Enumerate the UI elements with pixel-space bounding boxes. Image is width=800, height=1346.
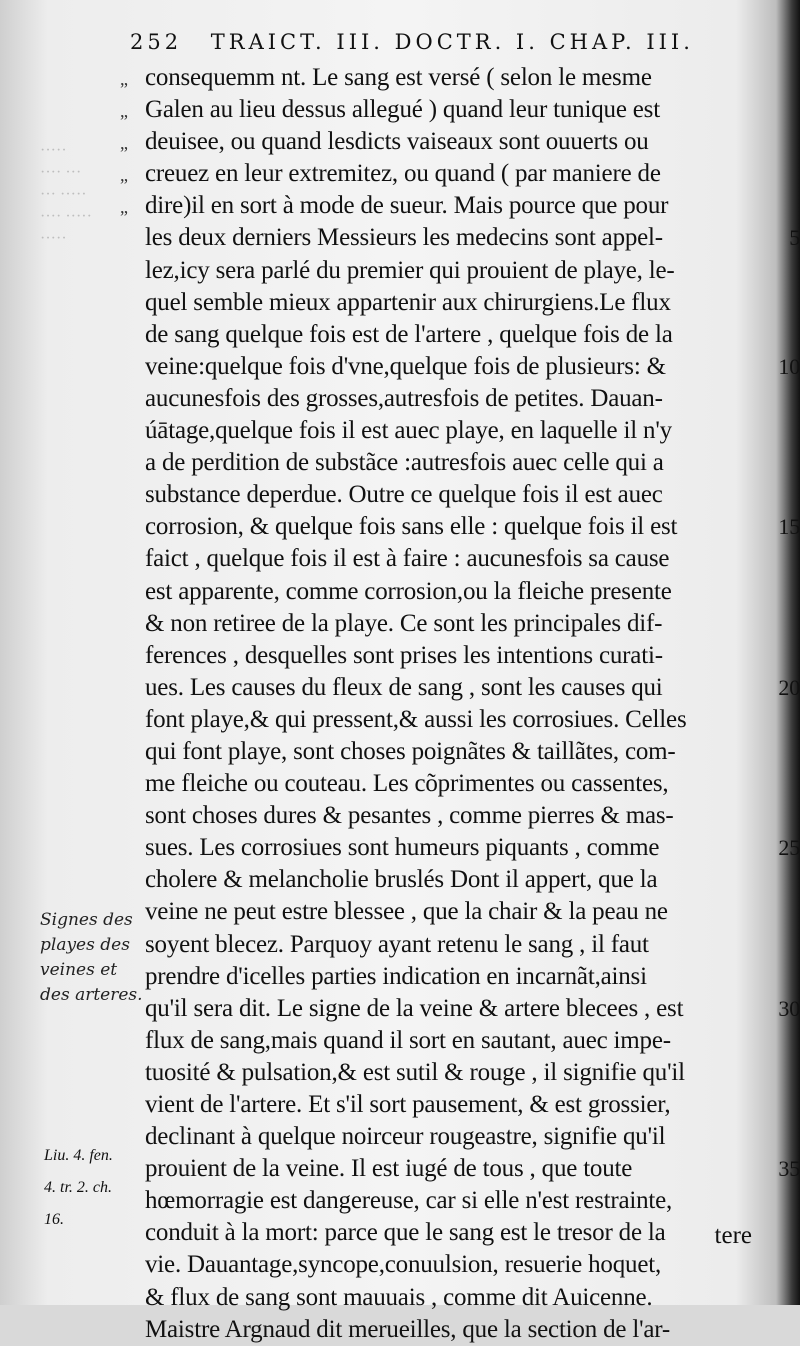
text-line [120,961,750,993]
text-line [120,1089,750,1121]
quote-mark: „ [120,197,128,218]
handwritten-margin-note [40,908,143,1008]
page-number: 252 [130,30,183,54]
text-line [120,800,750,832]
note-line: Signes des [40,910,133,930]
text-line [120,1217,750,1249]
citation-line: Liu. 4. fen. [44,1147,113,1164]
text-line [120,672,800,704]
line-text: les deux derniers Messieurs les medecins sont appel- [145,224,663,252]
text-line [120,1153,800,1185]
running-title: TRAICT. III. DOCTR. I. CHAP. III. [210,30,694,54]
quote-mark: „ [120,69,128,89]
bleed-through-text: ····· ···· ··· ··· ····· ···· ····· ····· [40,142,92,247]
text-line [120,222,800,254]
text-line [120,319,750,351]
line-text: prendre d'icelles parties indication en incarnãt,ainsi [145,962,647,990]
text-line [120,993,800,1025]
catchword: tere [714,1222,752,1249]
line-number: 25 [778,835,800,861]
text-line [120,576,750,608]
text-line [120,1025,750,1057]
line-text: creuez en leur extremitez, ou quand ( par maniere de [145,160,661,188]
text-line [120,736,750,768]
line-text: substance deperdue. Outre ce quelque fois il est auec [145,481,663,509]
note-line: veines et [40,960,118,980]
line-number: 35 [778,1156,800,1182]
text-line [120,126,750,158]
line-text: dire)il en sort à mode de sueur. Mais pource que pour [145,192,669,220]
text-line [120,768,750,800]
text-line [120,543,750,575]
line-text: conduit à la mort: parce que le sang est le tresor de la [145,1219,666,1247]
text-line [120,415,750,447]
text-line [120,1185,750,1217]
line-number: 15 [778,514,800,540]
line-text: declinant à quelque noirceur rougeastre, signifie qu'il [145,1123,666,1151]
line-text: lez,icy sera parlé du premier qui prouient de playe, le- [145,256,675,284]
text-line [120,704,750,736]
line-text: de sang quelque fois est de l'artere , quelque fois de la [145,320,673,348]
text-line [120,1121,750,1153]
text-line [120,1282,750,1314]
quote-mark: „ [120,101,128,122]
line-text: deuisee, ou quand lesdicts vaiseaux sont ouuerts ou [145,128,649,156]
note-line: playes des [40,935,130,955]
text-line [120,158,750,190]
text-line [120,832,800,864]
line-text: font playe,& qui pressent,& aussi les corrosiues. Celles [145,705,687,733]
line-text: Maistre Argnaud dit merueilles, que la section de l'ar- [145,1315,671,1343]
line-text: a de perdition de substãce :autresfois auec celle qui a [145,449,664,477]
line-text: consequemm nt. Le sang est versé ( selon le mesme [145,64,652,91]
line-text: prouient de la veine. Il est iugé de tous , que toute [145,1155,633,1183]
line-text: quel semble mieux appartenir aux chirurgiens.Le flux [145,288,671,316]
line-text: flux de sang,mais quand il sort en sautant, auec impe- [145,1026,671,1054]
line-number: 30 [778,995,800,1021]
line-text: sont choses dures & pesantes , comme pierres & mas- [145,802,674,830]
line-text: & flux de sang sont mauuais , comme dit Auicenne. [145,1283,653,1311]
line-text: hœmorragie est dangereuse, car si elle n'est restrainte, [145,1187,673,1215]
line-text: sues. Les corrosiues sont humeurs piquants , comme [145,834,660,862]
text-line [120,640,750,672]
line-text: est apparente, comme corrosion,ou la fleiche presente [145,577,672,605]
text-line [120,190,750,222]
line-text: Galen au lieu dessus allegué ) quand leur tunique est [145,96,660,124]
line-text: qui font playe, sont choses poignãtes & taillãtes, com- [145,737,676,765]
margin-citation [44,1140,113,1236]
note-line: des arteres. [40,985,143,1005]
line-text: soyent blecez. Parquoy ayant retenu le sang , il faut [145,930,649,958]
text-line [120,864,750,896]
line-text: faict , quelque fois il est à faire : aucunesfois sa cause [145,545,670,573]
line-text: qu'il sera dit. Le signe de la veine & artere blecees , est [145,994,684,1022]
line-text: ferences , desquelles sont prises les intentions curati- [145,641,663,669]
line-text: vient de l'artere. Et s'il sort pausement, & est grossier, [145,1091,671,1118]
citation-line: 4. tr. 2. ch. [44,1179,112,1196]
text-line [120,479,750,511]
text-line [120,447,750,479]
line-text: cholere & melancholie bruslés Dont il appert, que la [145,866,658,894]
text-line [120,255,750,287]
line-text: & non retiree de la playe. Ce sont les principales dif- [145,609,663,637]
citation-line: 16. [44,1211,64,1228]
line-text: ues. Les causes du fleux de sang , sont les causes qui [145,673,663,701]
text-line [120,608,750,640]
quote-mark: „ [120,165,128,186]
line-text: me fleiche ou couteau. Les cõprimentes ou cassentes, [145,770,669,798]
text-line [120,287,750,319]
line-text: veine ne peut estre blessee , que la chair & la peau ne [145,898,668,926]
body-text [120,62,800,1346]
line-number: 10 [778,353,800,379]
text-line [120,94,750,126]
line-number: 20 [778,674,800,700]
line-number: 5 [789,225,800,251]
text-line [120,896,750,928]
text-line [120,62,750,94]
text-line [120,383,750,415]
running-header [130,30,710,58]
line-text: corrosion, & quelque fois sans elle : quelque fois il est [145,513,678,541]
text-line [120,511,800,543]
quote-mark: „ [120,133,128,154]
text-line [120,351,800,383]
text-line [120,1057,750,1089]
text-line [120,1314,750,1346]
line-text: veine:quelque fois d'vne,quelque fois de plusieurs: & [145,352,666,380]
text-line [120,929,750,961]
line-text: tuosité & pulsation,& est sutil & rouge , il signifie qu'il [145,1058,685,1086]
text-line [120,1249,750,1281]
line-text: vie. Dauantage,syncope,conuulsion, resuerie hoquet, [145,1251,662,1279]
line-text: aucunesfois des grosses,autresfois de petites. Dauan- [145,384,663,412]
line-text: úātage,quelque fois il est auec playe, en laquelle il n'y [145,417,672,445]
